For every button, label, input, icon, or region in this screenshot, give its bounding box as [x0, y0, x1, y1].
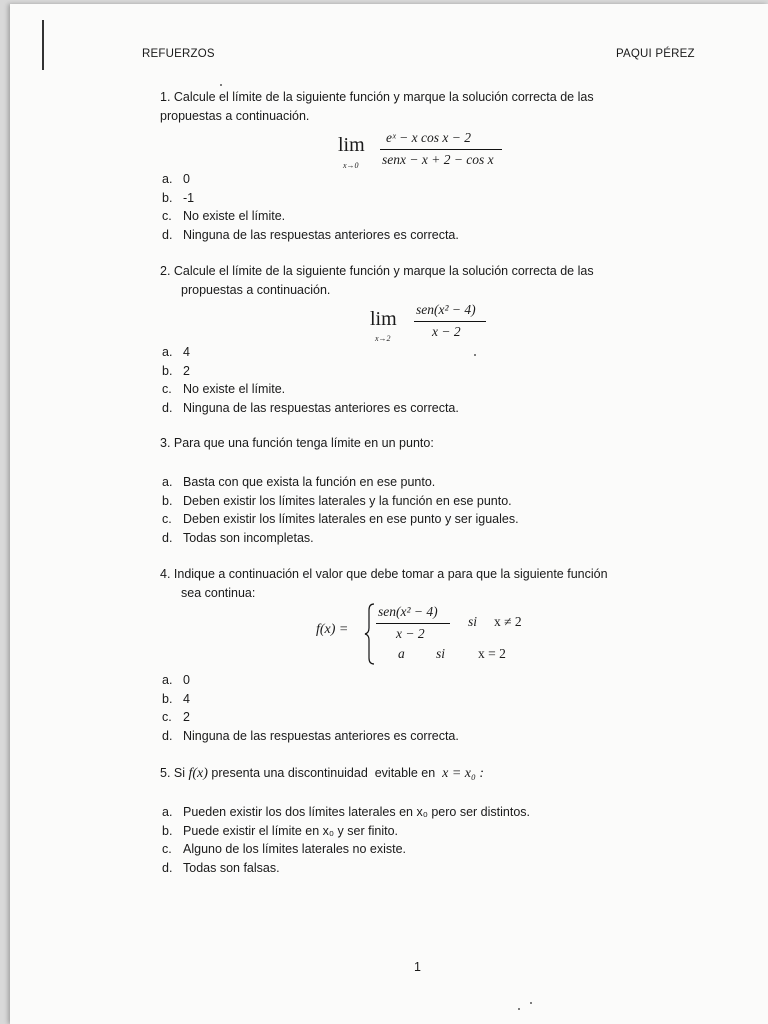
- document-page: [10, 4, 768, 1024]
- question-2-options: [162, 343, 459, 417]
- option-b[interactable]: b. Puede existir el límite en x₀ y ser finito.: [162, 823, 398, 838]
- condition-si-1: si: [468, 614, 478, 629]
- question-4-options: [162, 671, 459, 745]
- fraction-denominator: x − 2: [396, 626, 425, 641]
- question-5-stem: 5. Si f(x) presenta una discontinuidad evitable en x = x₀ :: [160, 766, 485, 781]
- question-3-options: [162, 473, 519, 547]
- condition-1: x ≠ 2: [494, 614, 522, 629]
- option-c[interactable]: c. No existe el límite.: [162, 209, 286, 223]
- question-2-stem-line2: propuestas a continuación.: [181, 283, 331, 297]
- question-5: [160, 764, 700, 783]
- option-d[interactable]: d. Ninguna de las respuestas anteriores es correcta.: [162, 728, 459, 743]
- option-b[interactable]: b. 2: [162, 363, 190, 378]
- page-number: 1: [414, 960, 421, 974]
- scan-speck: [518, 1008, 520, 1010]
- option-b[interactable]: b. 4: [162, 691, 190, 706]
- question-1: [160, 88, 700, 126]
- left-brace-icon: [364, 602, 376, 666]
- condition-si-2: si: [436, 646, 446, 661]
- question-4: [160, 565, 700, 603]
- fraction-denominator: x − 2: [432, 324, 461, 339]
- question-2-stem-line1: 2. Calcule el límite de la siguiente función y marque la solución correcta de las: [160, 264, 594, 278]
- limit-symbol: lim: [338, 134, 365, 156]
- option-d[interactable]: d. Ninguna de las respuestas anteriores es correcta.: [162, 400, 459, 415]
- question-2-formula: [370, 300, 490, 344]
- scan-speck: [530, 1002, 532, 1004]
- option-c[interactable]: c. No existe el límite.: [162, 382, 286, 396]
- scan-speck: [474, 354, 476, 356]
- option-a[interactable]: a. 4: [162, 345, 190, 359]
- limit-symbol: lim: [370, 308, 397, 330]
- option-d[interactable]: d. Todas son falsas.: [162, 860, 280, 875]
- option-b[interactable]: b. -1: [162, 190, 195, 205]
- fraction-numerator: sen(x² − 4): [378, 604, 438, 619]
- option-a[interactable]: a. Pueden existir los dos límites laterales en x₀ pero ser distintos.: [162, 805, 531, 819]
- fraction-bar: [414, 321, 486, 322]
- question-1-options: [162, 170, 459, 244]
- fraction-numerator: eˣ − x cos x − 2: [386, 130, 472, 145]
- question-3: [160, 434, 700, 453]
- stem-point: x = x₀ :: [442, 766, 485, 781]
- fraction-numerator: sen(x² − 4): [416, 302, 476, 317]
- fraction-denominator: senx − x + 2 − cos x: [382, 152, 494, 167]
- question-3-stem-line1: 3. Para que una función tenga límite en un punto:: [160, 436, 434, 450]
- limit-subscript: x→0: [343, 161, 359, 170]
- option-a[interactable]: a. 0: [162, 172, 190, 186]
- option-a[interactable]: a. 0: [162, 673, 190, 687]
- fraction-bar: [376, 623, 450, 624]
- option-a[interactable]: a. Basta con que exista la función en ese punto.: [162, 475, 436, 489]
- question-4-piecewise-function: [316, 602, 536, 666]
- question-4-stem-line1: 4. Indique a continuación el valor que debe tomar a para que la siguiente función: [160, 567, 608, 581]
- question-1-stem-line2: propuestas a continuación.: [160, 109, 310, 123]
- option-c[interactable]: c. 2: [162, 710, 190, 724]
- question-5-options: [162, 803, 530, 877]
- condition-2: x = 2: [478, 646, 506, 661]
- question-1-formula: [338, 128, 508, 172]
- stem-function: f(x): [188, 766, 208, 781]
- limit-subscript: x→2: [375, 334, 391, 343]
- option-d[interactable]: d. Todas son incompletas.: [162, 530, 314, 545]
- header-right: PAQUI PÉREZ: [616, 48, 695, 60]
- function-name: f(x) =: [316, 622, 349, 637]
- margin-mark: [42, 20, 44, 70]
- fraction-bar: [380, 149, 502, 150]
- question-4-stem-line2: sea continua:: [181, 586, 256, 600]
- option-c[interactable]: c. Alguno de los límites laterales no existe.: [162, 842, 407, 856]
- question-1-stem-line1: 1. Calcule el límite de la siguiente función y marque la solución correcta de las: [160, 90, 594, 104]
- piecewise-value-a: a: [398, 646, 405, 661]
- option-d[interactable]: d. Ninguna de las respuestas anteriores es correcta.: [162, 227, 459, 242]
- question-2: [160, 262, 700, 300]
- option-b[interactable]: b. Deben existir los límites laterales y la función en ese punto.: [162, 493, 512, 508]
- scan-speck: [220, 84, 222, 86]
- option-c[interactable]: c. Deben existir los límites laterales en ese punto y ser iguales.: [162, 512, 519, 526]
- header-left: REFUERZOS: [142, 48, 215, 60]
